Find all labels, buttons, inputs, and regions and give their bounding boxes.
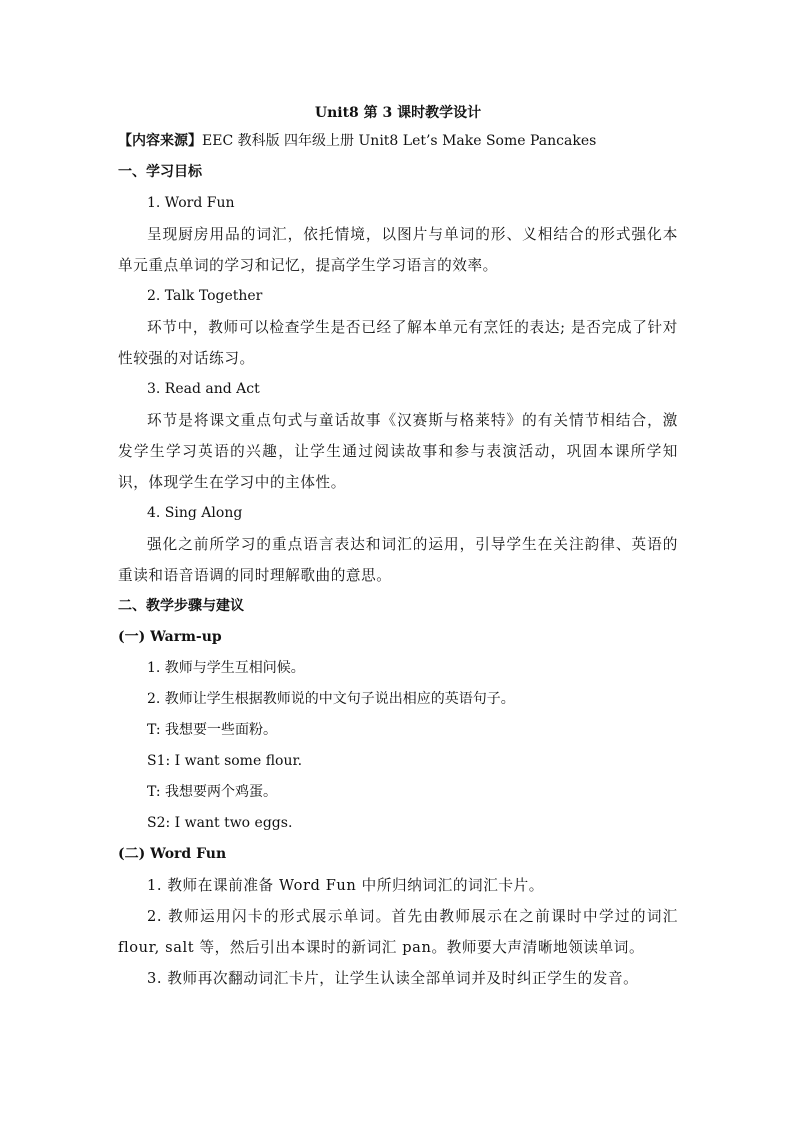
section-heading-objectives: 一、学习目标: [118, 164, 202, 180]
content-source-label: 【内容来源】: [118, 133, 202, 149]
subsection-heading-wordfun: (二) Word Fun: [118, 846, 227, 862]
wordfun-item: 3. 教师再次翻动词汇卡片，让学生认读全部单词并及时纠正学生的发音。: [147, 970, 639, 987]
objective-text: 呈现厨房用品的词汇，依托情境，以图片与单词的形、义相结合的形式强化本单元重点单词的学习和记忆，提高学生学习语言的效率。: [118, 226, 678, 274]
content-source: [118, 126, 678, 157]
wordfun-item: 1. 教师在课前准备 Word Fun 中所归纳词汇的词汇卡片。: [147, 877, 544, 894]
objective-text: 环节是将课文重点句式与童话故事《汉赛斯与格莱特》的有关情节相结合，激发学生学习英语的兴趣，让学生通过阅读故事和参与表演活动，巩固本课所学知识，体现学生在学习中的主体性。: [118, 412, 678, 491]
content-source-text: EEC 教科版 四年级上册 Unit8 Let’s Make Some Pancakes: [202, 133, 597, 149]
subsection-heading-warmup: (一) Warm-up: [118, 629, 222, 645]
warmup-line: T: 我想要一些面粉。: [147, 722, 278, 738]
document-title: Unit8 第 3 课时教学设计: [314, 105, 482, 121]
warmup-line: S1: I want some flour.: [147, 753, 303, 769]
objective-label: 3. Read and Act: [147, 381, 260, 397]
warmup-line: S2: I want two eggs.: [147, 815, 293, 831]
document-page: [118, 100, 678, 994]
objective-label: 1. Word Fun: [147, 195, 235, 211]
warmup-line: T: 我想要两个鸡蛋。: [147, 784, 278, 800]
objective-text: 环节中，教师可以检查学生是否已经了解本单元有烹饪的表达; 是否完成了针对性较强的对话练习。: [118, 319, 678, 367]
wordfun-item: 2. 教师运用闪卡的形式展示单词。首先由教师展示在之前课时中学过的词汇 flour, salt 等，然后引出本课时的新词汇 pan。教师要大声清晰地领读单词。: [118, 908, 678, 956]
objective-text: 强化之前所学习的重点语言表达和词汇的运用，引导学生在关注韵律、英语的重读和语音语调的同时理解歌曲的意思。: [118, 536, 678, 584]
section-heading-steps: 二、教学步骤与建议: [118, 598, 244, 614]
objective-label: 2. Talk Together: [147, 288, 263, 304]
warmup-line: 2. 教师让学生根据教师说的中文句子说出相应的英语句子。: [147, 691, 515, 707]
objective-label: 4. Sing Along: [147, 505, 243, 521]
warmup-line: 1. 教师与学生互相问候。: [147, 660, 305, 676]
